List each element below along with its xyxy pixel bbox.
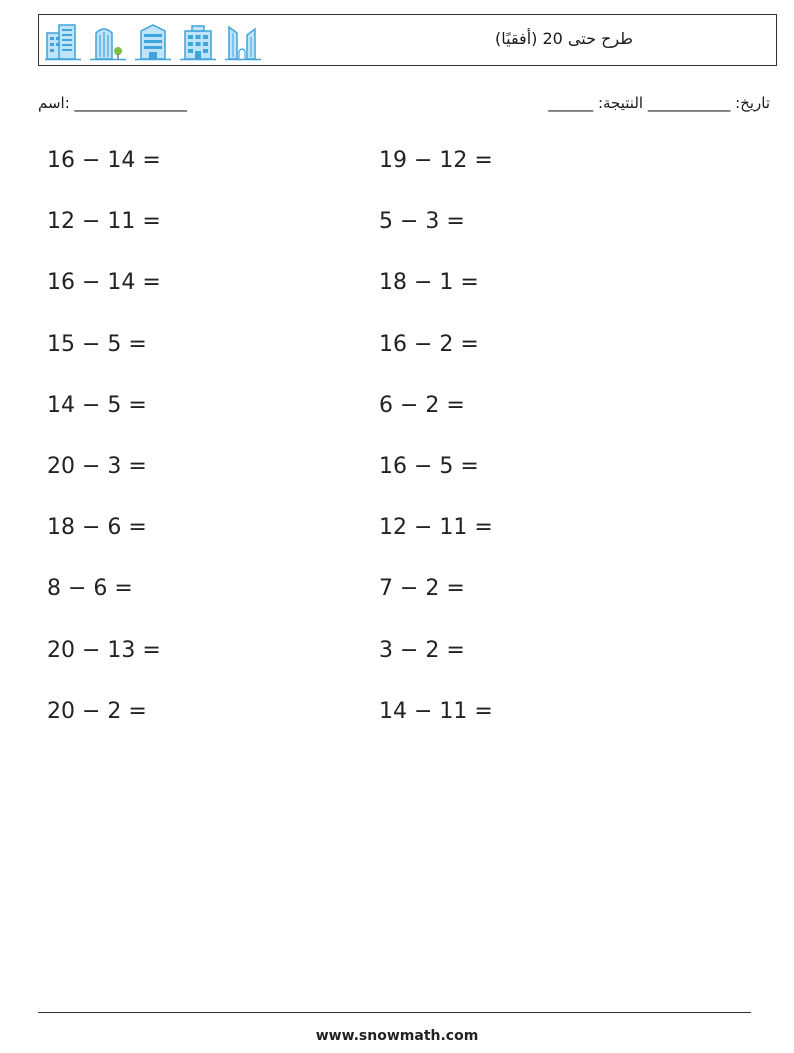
problem: 20 − 13 = — [47, 637, 161, 663]
problem: 14 − 11 = — [379, 698, 493, 724]
problem: 18 − 6 = — [47, 515, 147, 541]
problem: 19 − 12 = — [379, 148, 493, 173]
problem: 12 − 11 = — [47, 209, 161, 235]
header-icons — [45, 23, 261, 61]
problem: 16 − 14 = — [47, 148, 161, 173]
problem: 20 − 2 = — [47, 698, 147, 724]
problem-row — [47, 385, 747, 446]
footer-url: www.snowmath.com — [315, 1028, 479, 1044]
footer-divider — [38, 1012, 751, 1013]
problem-row — [47, 568, 747, 629]
problem-list — [47, 140, 747, 752]
problem: 20 − 3 = — [47, 453, 147, 479]
tower-tree-icon — [90, 23, 126, 61]
problem-row — [47, 630, 747, 691]
score-date-line: ______ :تاريخ: ___________ النتيجة — [548, 94, 770, 112]
header-box — [38, 14, 777, 66]
problem: 16 − 14 = — [47, 270, 161, 296]
building-icon — [45, 23, 81, 61]
problem: 16 − 2 = — [379, 331, 479, 357]
problem-row — [47, 507, 747, 568]
problem: 15 − 5 = — [47, 331, 147, 357]
worksheet-title: طرح حتى 20 (أفقيًا) — [495, 29, 633, 48]
problem: 7 − 2 = — [379, 576, 465, 602]
problem: 5 − 3 = — [379, 209, 465, 235]
problem-row — [47, 446, 747, 507]
problem-row — [47, 201, 747, 262]
problem: 8 − 6 = — [47, 576, 133, 602]
problem: 12 − 11 = — [379, 515, 493, 541]
problem: 6 − 2 = — [379, 392, 465, 418]
problem-row — [47, 324, 747, 385]
problem-row — [47, 262, 747, 323]
problem-row — [47, 691, 747, 752]
apartment-icon — [180, 23, 216, 61]
problem: 14 − 5 = — [47, 392, 147, 418]
problem: 16 − 5 = — [379, 453, 479, 479]
name-field-line: اسم: _______________ — [38, 94, 188, 112]
office-building-icon — [135, 23, 171, 61]
problem: 3 − 2 = — [379, 637, 465, 663]
skyscrapers-icon — [225, 23, 261, 61]
problem: 18 − 1 = — [379, 270, 479, 296]
problem-row — [47, 140, 747, 201]
